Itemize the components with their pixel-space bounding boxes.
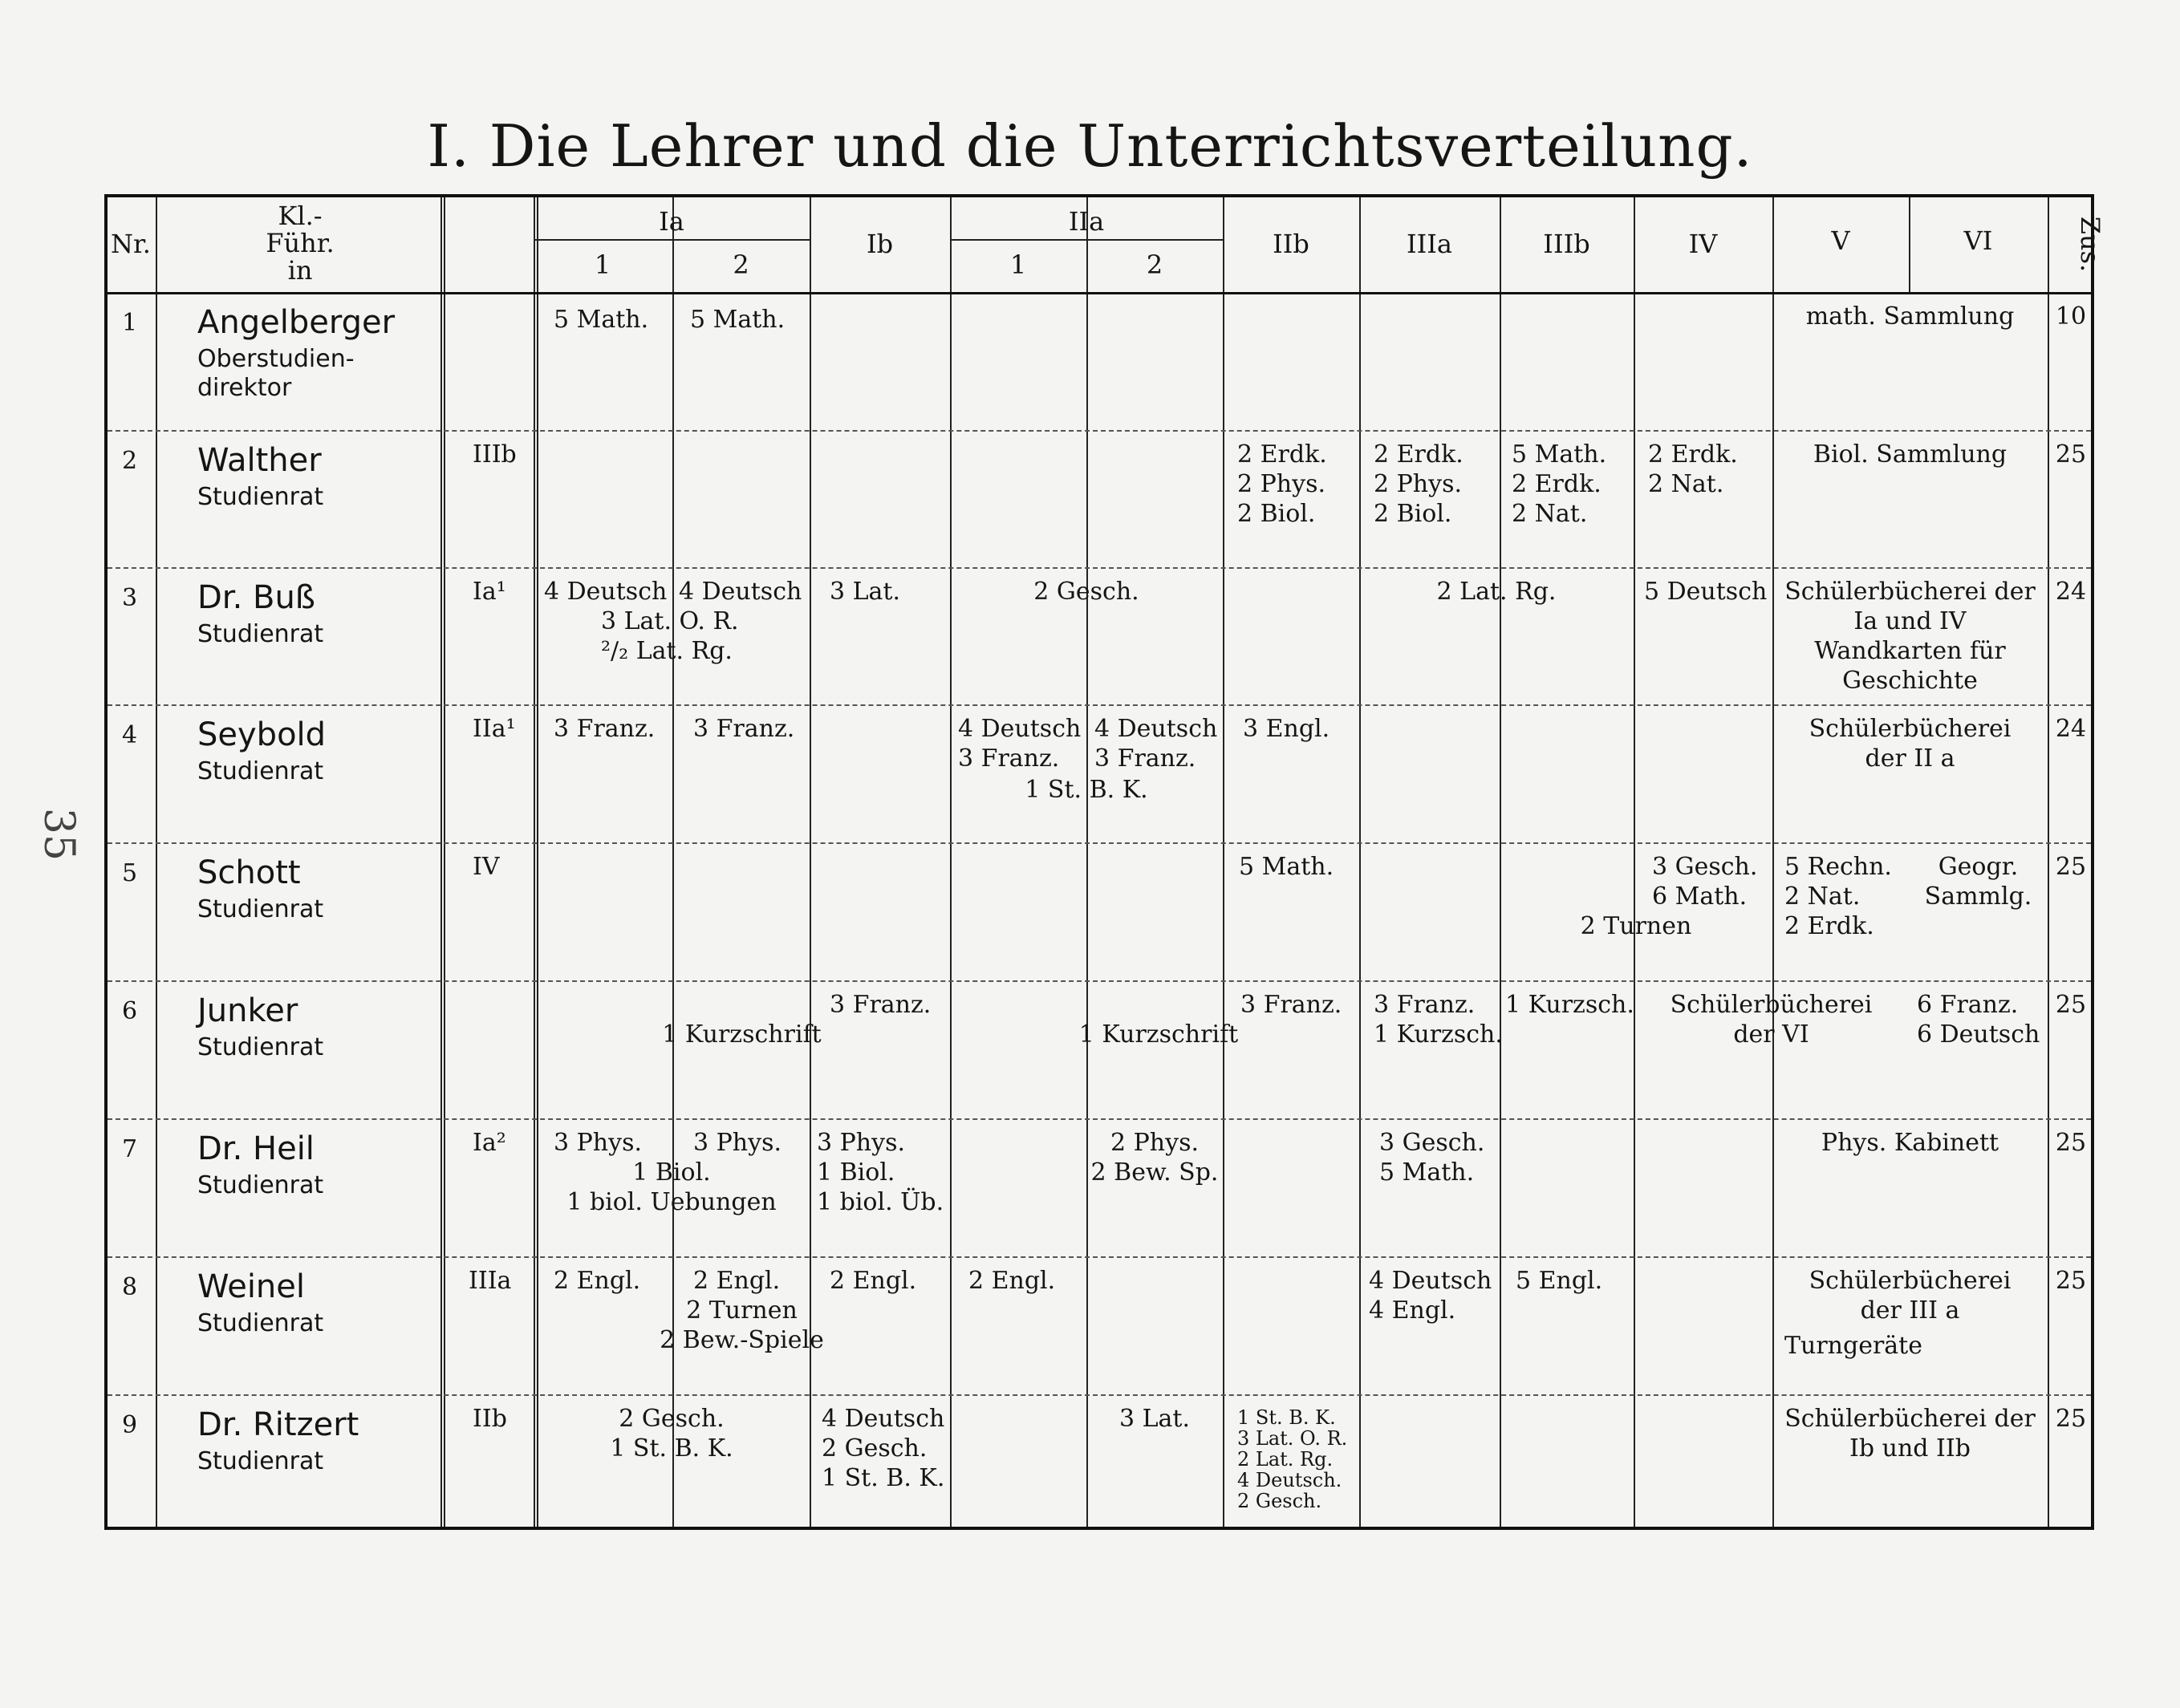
- row-divider: [108, 567, 2091, 569]
- cell-ia-span: 1 Kurzschrift: [662, 1020, 822, 1049]
- cell-ia-span: 2 Turnen 2 Bew.-Spiele: [660, 1296, 824, 1354]
- cell-iib: 1 St. B. K. 3 Lat. O. R. 2 Lat. Rg. 4 Deutsch. 2 Gesch.: [1237, 1406, 1348, 1512]
- row-nr: 9: [122, 1411, 138, 1439]
- cell-zus: 25: [2055, 440, 2087, 469]
- header-iiia: IIIa: [1407, 229, 1452, 259]
- row-divider: [108, 1118, 2091, 1120]
- header-ia-1: 1: [594, 250, 611, 280]
- cell-ia1: 2 Engl.: [554, 1267, 641, 1295]
- header-iia: IIa: [1068, 206, 1105, 237]
- cell-ia1: 3 Phys.: [554, 1129, 643, 1157]
- column-divider: [1772, 197, 1774, 1527]
- row-nr: 7: [122, 1135, 138, 1163]
- header-vi: VI: [1963, 225, 1993, 256]
- cell-ia-span: 1 Biol. 1 biol. Uebungen: [566, 1158, 777, 1216]
- cell-iiib: 5 Engl.: [1516, 1267, 1603, 1295]
- header-ib: Ib: [866, 229, 894, 259]
- cell-iv: 3 Gesch. 6 Math.: [1652, 853, 1758, 911]
- cell-ia2: 4 Deutsch: [679, 578, 802, 606]
- teacher-name: Weinel: [197, 1268, 306, 1305]
- cell-notes: math. Sammlung: [1805, 302, 2015, 331]
- cell-zus: 24: [2055, 715, 2087, 743]
- row-divider: [108, 842, 2091, 844]
- header-kl-fuehr: Kl.- Führ. in: [266, 201, 335, 286]
- teacher-rank: Studienrat: [197, 620, 324, 648]
- cell-kl: IIa¹: [473, 715, 516, 743]
- column-divider: [1634, 197, 1635, 1527]
- teacher-name: Dr. Buß: [197, 579, 315, 616]
- cell-iiib: 5 Math. 2 Erdk. 2 Nat.: [1512, 440, 1607, 528]
- header-ia-2: 2: [733, 250, 749, 280]
- cell-iib: 3 Engl.: [1243, 715, 1330, 743]
- column-divider: [950, 197, 952, 1527]
- row-nr: 1: [122, 309, 138, 337]
- header-iv: IV: [1688, 229, 1718, 259]
- page-title: I. Die Lehrer und die Unterrichtsverteilung.: [427, 112, 1753, 180]
- teacher-rank: Studienrat: [197, 1309, 324, 1337]
- cell-iiia: 3 Franz. 1 Kurzsch.: [1374, 991, 1503, 1049]
- cell-iia1: 2 Engl.: [968, 1267, 1056, 1295]
- row-divider: [108, 980, 2091, 982]
- cell-vi: 6 Franz. 6 Deutsch: [1917, 991, 2040, 1049]
- header-iia-1: 1: [1009, 250, 1027, 280]
- teacher-rank: Studienrat: [197, 1033, 324, 1061]
- cell-iiib-iv: 2 Turnen: [1580, 912, 1692, 940]
- teacher-allocation-table: [104, 194, 2106, 1530]
- cell-kl: Ia¹: [473, 578, 506, 606]
- column-divider: [1500, 197, 1501, 1527]
- cell-notes: Phys. Kabinett: [1821, 1129, 1999, 1157]
- cell-iiia: 3 Gesch. 5 Math.: [1379, 1129, 1485, 1187]
- row-nr: 2: [122, 447, 138, 475]
- row-nr: 5: [122, 859, 138, 887]
- cell-zus: 25: [2055, 853, 2087, 881]
- teacher-name: Walther: [197, 442, 322, 479]
- cell-zus: 24: [2055, 578, 2087, 606]
- header-v: V: [1831, 225, 1850, 256]
- cell-iia2: 3 Lat.: [1118, 1405, 1191, 1433]
- header-iib: IIb: [1273, 229, 1309, 259]
- cell-ia2: 2 Engl.: [693, 1267, 781, 1295]
- cell-iib: 5 Math.: [1239, 853, 1334, 881]
- teacher-name: Schott: [197, 854, 301, 891]
- cell-iv: 2 Erdk. 2 Nat.: [1648, 440, 1738, 498]
- cell-ia1: 3 Franz.: [554, 715, 656, 743]
- cell-ia1: 4 Deutsch: [544, 578, 668, 606]
- header-subline-iia: [950, 239, 1223, 241]
- teacher-rank: Studienrat: [197, 483, 324, 511]
- row-divider: [108, 704, 2091, 706]
- header-subline-ia: [534, 239, 810, 241]
- cell-iiia-iiib: 2 Lat. Rg.: [1436, 578, 1557, 606]
- header-iia-2: 2: [1146, 250, 1163, 280]
- cell-notes: Biol. Sammlung: [1813, 440, 2007, 469]
- cell-kl: Ia²: [473, 1129, 506, 1157]
- header-zus: Zus.: [2075, 216, 2106, 273]
- cell-ib: 4 Deutsch 2 Gesch. 1 St. B. K.: [822, 1405, 945, 1492]
- teacher-rank: Studienrat: [197, 1447, 324, 1475]
- header-iiib: IIIb: [1543, 229, 1590, 259]
- cell-iib: 3 Franz.: [1240, 991, 1342, 1019]
- header-bottom-line: [108, 292, 2091, 294]
- column-divider: [1359, 197, 1361, 1527]
- cell-ia-span: 2 Gesch. 1 St. B. K.: [610, 1405, 733, 1463]
- cell-iiia: 4 Deutsch 4 Engl.: [1369, 1267, 1492, 1325]
- row-nr: 3: [122, 584, 138, 612]
- cell-iia-span: 1 St. B. K.: [1025, 776, 1148, 804]
- row-nr: 4: [122, 721, 138, 749]
- cell-iia2: 2 Phys. 2 Bew. Sp.: [1090, 1129, 1219, 1187]
- cell-kl: IIIa: [469, 1267, 512, 1295]
- cell-zus: 25: [2055, 991, 2087, 1019]
- cell-ib: 3 Lat.: [830, 578, 901, 606]
- cell-ib: 3 Phys. 1 Biol. 1 biol. Üb.: [817, 1129, 944, 1216]
- cell-zus: 25: [2055, 1405, 2087, 1433]
- cell-zus: 25: [2055, 1129, 2087, 1157]
- cell-notes: Schülerbücherei der III a: [1809, 1267, 2012, 1325]
- teacher-name: Dr. Ritzert: [197, 1406, 359, 1443]
- cell-notes: Schülerbücherei der Ia und IV Wandkarten für Geschichte: [1784, 578, 2036, 695]
- cell-ib: 3 Franz.: [830, 991, 932, 1019]
- teacher-rank: Studienrat: [197, 757, 324, 785]
- cell-ia2: 3 Phys.: [693, 1129, 782, 1157]
- teacher-name: Dr. Heil: [197, 1130, 315, 1167]
- row-nr: 6: [122, 997, 138, 1025]
- cell-notes-2: Turngeräte: [1784, 1332, 1922, 1360]
- teacher-name: Seybold: [197, 716, 327, 753]
- cell-notes: Schülerbücherei der II a: [1809, 715, 2012, 773]
- row-nr: 8: [122, 1273, 138, 1301]
- cell-zus: 10: [2055, 302, 2087, 331]
- cell-iib: 2 Erdk. 2 Phys. 2 Biol.: [1237, 440, 1327, 528]
- cell-vi: Geogr. Sammlg.: [1924, 853, 2032, 911]
- cell-iia1: 4 Deutsch 3 Franz.: [958, 715, 1082, 773]
- column-divider: [1223, 197, 1224, 1527]
- row-divider: [108, 430, 2091, 432]
- cell-iv: 5 Deutsch: [1644, 578, 1768, 606]
- cell-notes: Schülerbücherei der Ib und IIb: [1784, 1405, 2036, 1463]
- header-nr: Nr.: [111, 229, 151, 259]
- cell-iia2: 4 Deutsch 3 Franz.: [1094, 715, 1218, 773]
- cell-iia: 2 Gesch.: [1033, 578, 1139, 606]
- row-divider: [108, 1394, 2091, 1396]
- cell-ia2: 3 Franz.: [693, 715, 795, 743]
- cell-ia1: 5 Math.: [554, 306, 649, 334]
- cell-zus: 25: [2055, 1267, 2087, 1295]
- teacher-name: Junker: [197, 992, 298, 1029]
- teacher-rank: Studienrat: [197, 895, 324, 923]
- cell-iia-span: 1 Kurzschrift: [1078, 1020, 1239, 1049]
- column-divider: [440, 197, 445, 1527]
- cell-kl: IV: [473, 853, 500, 881]
- cell-iv-v: Schülerbücherei der VI: [1670, 991, 1873, 1049]
- row-divider: [108, 1256, 2091, 1258]
- teacher-rank: Studienrat: [197, 1171, 324, 1199]
- cell-iiib: 1 Kurzsch.: [1505, 991, 1634, 1019]
- cell-ib: 2 Engl.: [830, 1267, 917, 1295]
- column-divider: [156, 197, 157, 1527]
- header-ia: Ia: [659, 206, 684, 237]
- column-divider: [1086, 197, 1088, 1527]
- cell-ia-span: 3 Lat. O. R. ²/₂ Lat. Rg.: [601, 607, 739, 665]
- teacher-rank: Oberstudien- direktor: [197, 345, 355, 402]
- page-number: 35: [35, 807, 83, 862]
- cell-kl: IIIb: [473, 440, 517, 469]
- cell-ia2: 5 Math.: [690, 306, 786, 334]
- cell-iiia: 2 Erdk. 2 Phys. 2 Biol.: [1374, 440, 1463, 528]
- teacher-name: Angelberger: [197, 304, 396, 341]
- cell-kl: IIb: [473, 1405, 507, 1433]
- cell-v: 5 Rechn. 2 Nat. 2 Erdk.: [1784, 853, 1892, 940]
